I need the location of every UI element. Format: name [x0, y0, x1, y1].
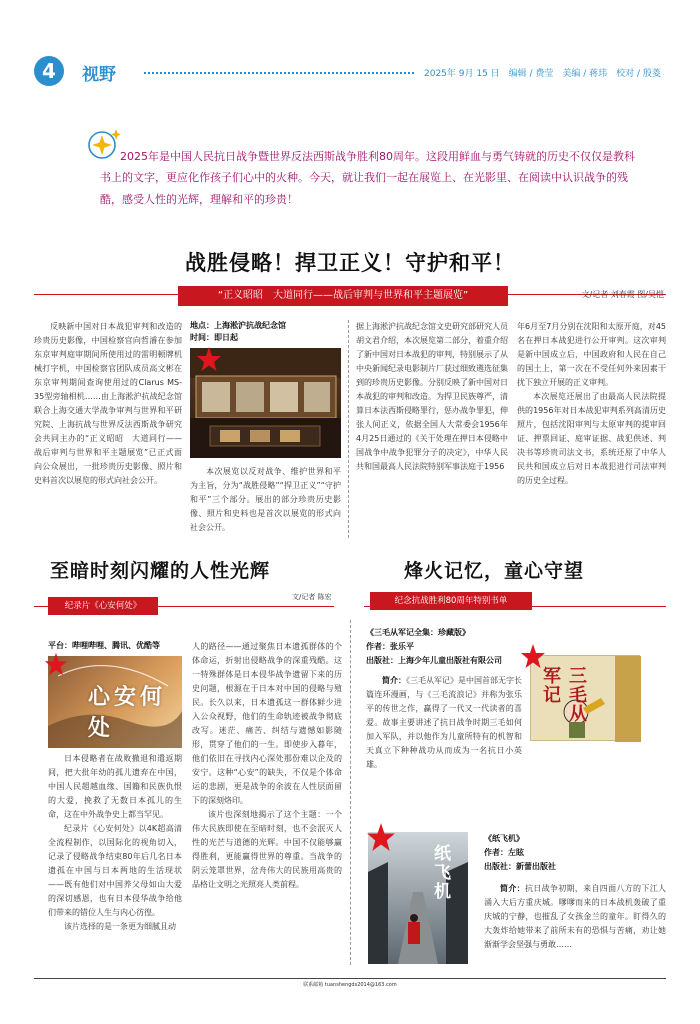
column-divider	[348, 320, 349, 538]
book-2-publisher: 出版社：新蕾出版社	[484, 862, 556, 871]
summary-label: 简介：	[382, 676, 406, 685]
footer-contact: 联系邮箱 tuanshengds2014@163.com	[303, 982, 397, 988]
film-paragraph: 该片也深刻地揭示了这个主题：一个伟大民族即使在至暗时刻，也不会泯灭人性的光芒与道德的光辉。中国不仅能够赢得胜利，更能赢得世界的尊重。当战争的阴云笼罩世界，岔舟伟大的民族用高贵的品格让文明之光照亮人类前程。	[192, 810, 342, 889]
feature-column-4	[517, 320, 666, 488]
star-icon	[366, 822, 396, 852]
section-title: 视野	[82, 65, 116, 85]
film-column-1	[48, 752, 182, 934]
feature-paragraph: 年6月至7月分别在沈阳和太原开庭，对45名在押日本战犯进行公开审判。这次审判是新中国成立后，中国政府和人民在自己的国土上，第一次在不受任何外来因素干扰下独立开展的正义审判。	[517, 322, 666, 387]
book-1-title: 《三毛从军记全集：珍藏版》	[366, 628, 470, 637]
star-icon	[520, 643, 546, 669]
book-2-author: 作者：左眩	[484, 848, 524, 857]
exhibition-banner: “正义昭昭 大道同行——战后审判与世界和平主题展览”	[178, 286, 508, 306]
book-1-publisher: 出版社：上海少年儿童出版社有限公司	[366, 656, 502, 665]
film-paragraph: 该片选择的是一条更为细腻且动	[64, 922, 176, 931]
column-divider	[350, 620, 351, 965]
books-tag: 纪念抗战胜利80周年特别书单	[370, 592, 532, 610]
star-icon	[196, 346, 222, 372]
exhibition-caption	[190, 320, 286, 344]
feature-column-1	[34, 320, 182, 488]
header-divider	[144, 72, 414, 74]
film-poster	[48, 656, 182, 748]
footer-rule	[34, 978, 666, 979]
page-number: 4	[34, 56, 64, 86]
book-2-summary	[484, 882, 666, 952]
book-1-info	[366, 626, 538, 668]
book-1-author: 作者：张乐平	[366, 642, 414, 651]
film-column-2	[192, 640, 342, 892]
intro-paragraph: 2025年是中国人民抗日战争暨世界反法西斯战争胜利80周年。这段用鲜血与勇气铸就的历史不仅仅是教科书上的文字，更应化作孩子们心中的火种。今天，就让我们一起在展览上、在光影里、在阅读中认识战争的残酷，感受人性的光辉，理解和平的珍贵！	[100, 150, 635, 206]
star-icon	[44, 652, 68, 676]
poster-title: 心安何处	[88, 684, 167, 741]
film-paragraph: 人的路径——通过聚焦日本遗孤群体的个体命运，折射出侵略战争的深重残酷。这一特殊群体是日本侵华战争遗留下来的历史问题，根源在于日本对中国的侵略与殖民。长久以来，日本遗孤这一群体鲜少进入公众视野，他们的生命轨迹被战争彻底改写。迷茫、痛苦、纠结与遗憾如影随形，贯穿了他们的一生。即使步入暮年，他们依旧在寻找内心深处那份难以企及的安宁。这种“心安”的缺失，不仅是个体命运的悲剧，更是战争的余波在人性层面留下的深刻烙印。	[192, 642, 342, 805]
book-1-cover-title: 三毛从军记	[540, 666, 587, 723]
feature-paragraph: 据上海淞沪抗战纪念馆文史研究部研究人员胡文君介绍，本次展览第二部分，着重介绍了新中国对日本战犯的审判，特别展示了从中央新闻纪录电影制片厂获过细致遴选征集到的珍贵历史影像。分别反映了新中国对日本战犯的审判和改造。为捍卫民族尊严，清算日本法西斯侵略罪行，惩办战争罪犯，伸张人间正义，依据全国人大常委会1956年4月25日通过的《关于处理在押日本侵略中国战争中战争犯罪分子的决定》，中华人民共和国最高人民法院特别军事法庭于1956	[356, 322, 508, 471]
feature-paragraph: 本次展览以反对战争、维护世界和平为主旨，分为“战胜侵略”“捍卫正义”“守护和平”三个部分。展出的部分珍贵历史影像、照片和史料也是首次以展览的形式向社会公开。	[190, 467, 341, 532]
feature-column-2	[190, 465, 341, 535]
book-1-cover	[530, 655, 640, 741]
film-byline: 文/记者 陈宏	[292, 593, 332, 601]
book-2-info	[484, 832, 664, 874]
book-1-summary-text: 《三毛从军记》是中国首部无字长篇连环漫画，与《三毛流浪记》并称为张乐平的传世之作，赢得了一代又一代读者的喜爱。故事主要讲述了抗日战争时期三毛如何加入军队，并以他作为儿童所特有的机智和天真立下种种战功从而成为一名抗日小英雄。	[366, 676, 522, 769]
film-tag: 纪录片《心安何处》	[48, 597, 158, 615]
summary-label: 简介：	[500, 884, 525, 893]
caption-place: 地点：上海淞沪抗战纪念馆	[190, 321, 286, 330]
header-meta: 2025年 9月 15 日 编辑 / 费莹 美编 / 蒋玮 校对 / 殷菱	[424, 69, 661, 79]
feature-headline: 战胜侵略！捍卫正义！守护和平！	[185, 251, 515, 275]
film-paragraph: 日本侵略者在战败撤退和遣返期间，把大批年幼的孤儿遗弃在中国，中国人民超越血缘、国籍和民族仇恨的大爱，挽救了无数日本孤儿的生命，这在中外战争史上都当罕见。	[48, 754, 182, 819]
caption-time: 时间：即日起	[190, 333, 238, 342]
books-headline: 烽火记忆，童心守望	[404, 560, 585, 582]
book-2-title: 《纸飞机》	[484, 834, 524, 843]
feature-byline: 文/记者 刘春霞 图/吴恺	[581, 290, 664, 299]
book-2-summary-text: 抗日战争初期，来自四面八方的下江人涌入大后方重庆城。嗲嗲而来的日本战机轰破了重庆城的宁静，也摧乱了女孩金兰的童年。盯得久的大轰炸给她带来了前所未有的恐惧与苦痛，劝让她渐渐学会坚强与勇敢……	[484, 884, 667, 949]
film-paragraph: 纪录片《心安何处》以4K超高清全流程制作，以国际化的视角切入，记录了侵略战争结束80年后几名日本遗孤在中国与日本两地的生活现状——既有他们对中国养父母如山大爱的深切感恩，也有日本侵华战争给他们带来的错位人生与内心彷徨。	[48, 824, 182, 917]
feature-paragraph: 本次展览还展出了由最高人民法院提供的1956年对日本战犯审判系列高清历史照片，包括沈阳审判与太原审判的提审回证、押票回证、庭审证据、战犯供述、判决书等珍贵司法文书，系统还原了中华人民共和国成立后对日本战犯进行司法审判的历史全过程。	[517, 392, 666, 485]
film-platform: 平台：哔哩哔哩、腾讯、优酷等	[48, 641, 160, 650]
feature-paragraph: 反映新中国对日本战犯审判和改造的珍贵历史影像，中国检察官向哲濬在参加东京审判庭审期间所使用过的雷明顿牌机械打字机，中国检察官团队成员高文彬在东京审判期间查询使用过的Clarus MS-35型旁轴相机……由上海淞沪抗战纪念馆联合上海交通大学战争审判与世界和平研究院、上海抗战与世界反法西斯战争研究会共同主办的“正义昭昭 大道同行——战后审判与世界和平主题展览”已正式面向公众展出，一批珍贵历史影像、照片和史料首次以展览的形式向社会公开。	[34, 322, 182, 485]
book-2-cover-title: 纸飞机	[430, 844, 450, 901]
feature-column-3	[356, 320, 508, 474]
book-1-summary	[366, 674, 522, 772]
film-headline: 至暗时刻闪耀的人性光辉	[50, 560, 271, 582]
